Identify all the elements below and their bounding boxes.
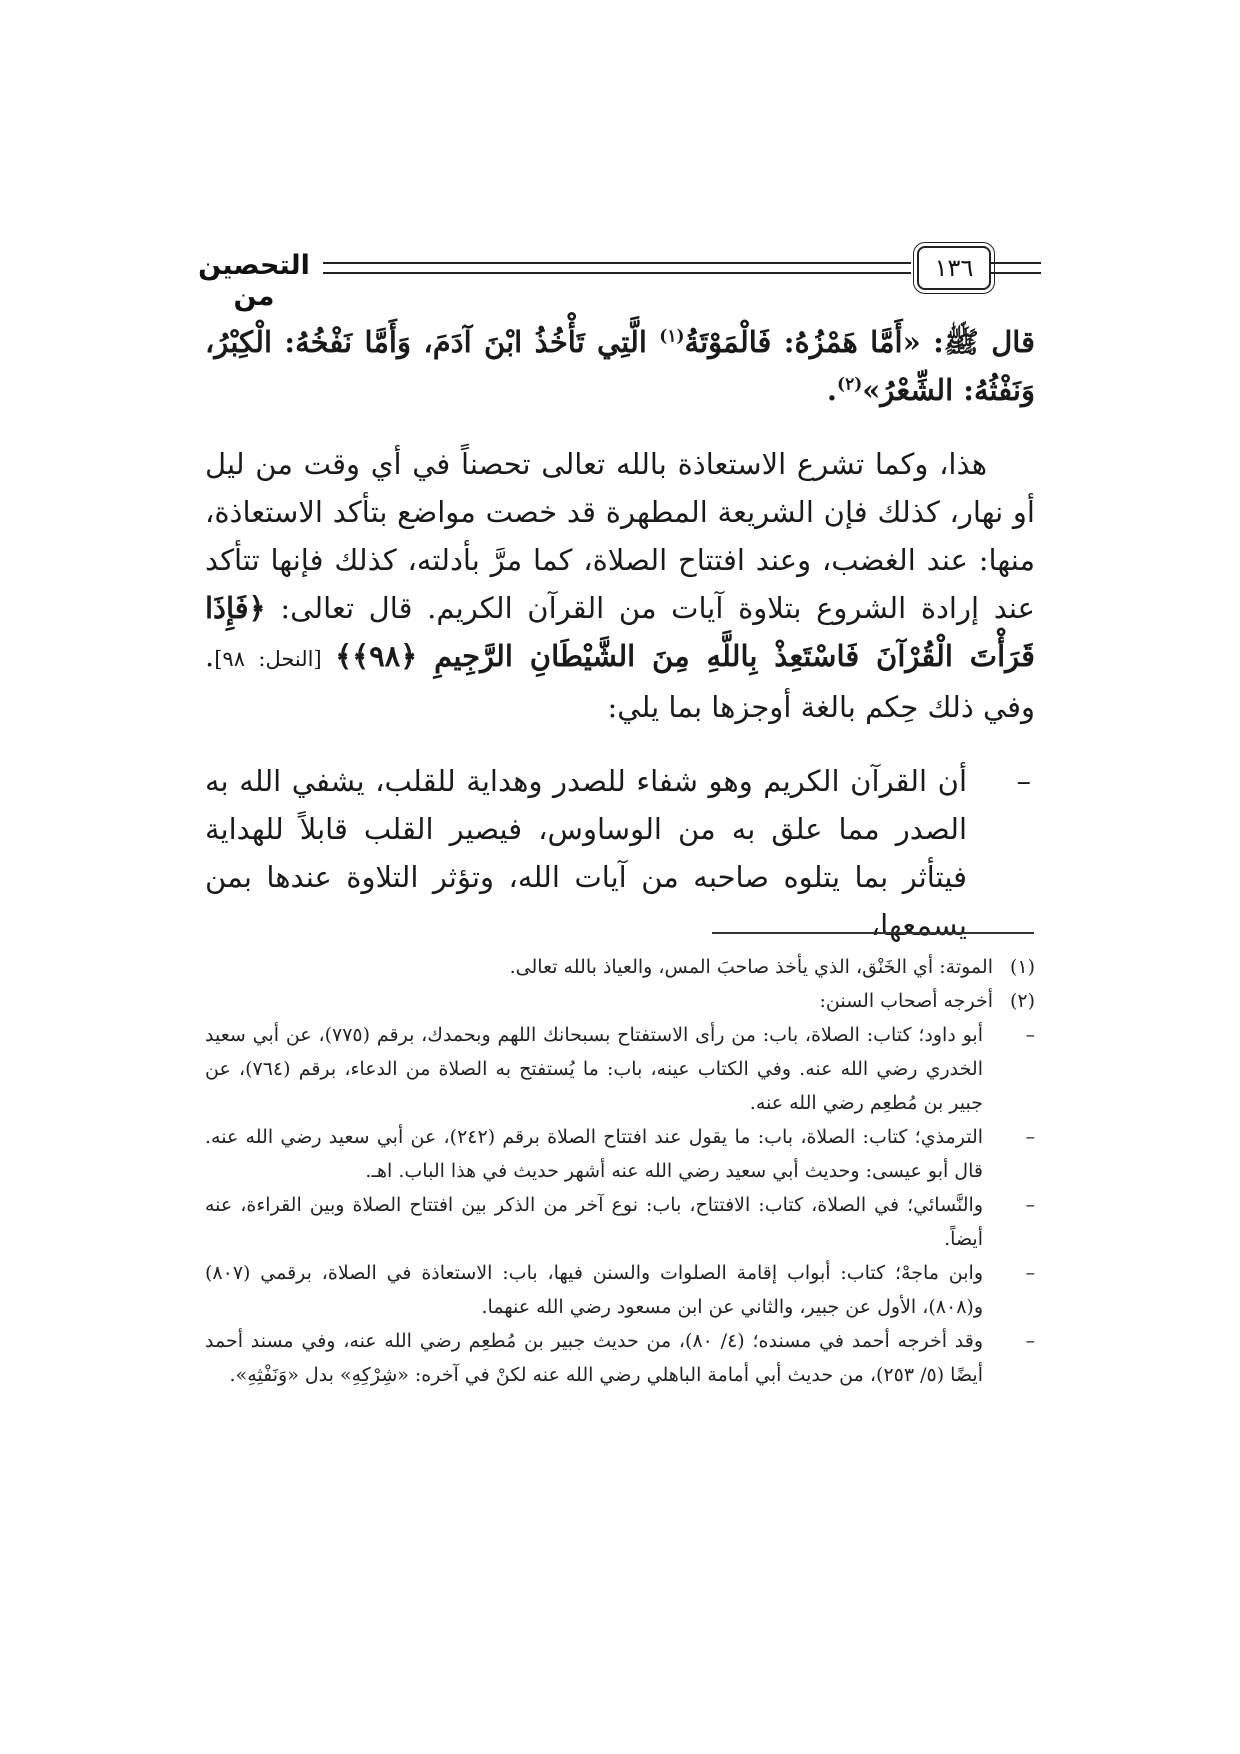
footnote-ref-1: (١) bbox=[659, 326, 685, 347]
footnote-text: أخرجه أصحاب السنن: bbox=[819, 990, 993, 1012]
source-text: أبو داود؛ كتاب: الصلاة، باب: من رأى الاستفتاح بسبحانك اللهم وبحمدك، برقم (٧٧٥)، عن أبي سعيد الخدري رضي الله عنه. وفي الكتاب عينه، باب: ما يُستفتح به الصلاة من الدعاء، برقم (٧٦٤)، عن جبير بن مُطعِم رضي الله عنه. bbox=[205, 1024, 983, 1114]
list-item bbox=[205, 1018, 1035, 1120]
footnote-text: الموتة: أي الخَنْق، الذي يأخذ صاحبَ المس، والعياذ بالله تعالى. bbox=[509, 956, 993, 978]
paragraph-end: . وفي ذلك حِكم بالغة أوجزها بما يلي: bbox=[205, 639, 1035, 724]
wisdom-list bbox=[205, 757, 1035, 949]
bullet-dash: – bbox=[1025, 1126, 1035, 1148]
list-item bbox=[205, 1324, 1035, 1392]
list-item bbox=[205, 1256, 1035, 1324]
footnote-source-list bbox=[205, 1018, 1035, 1392]
list-item-text: أن القرآن الكريم وهو شفاء للصدر وهداية للقلب، يشفي الله به الصدر مما علق به من الوساوس، فيصير القلب قابلاً للهداية فيتأثر بما يتلوه صاحبه من آيات الله، وتؤثر التلاوة عندها بمن يسمعها، bbox=[205, 764, 967, 942]
header-rule-left bbox=[323, 262, 911, 274]
list-item bbox=[205, 1120, 1035, 1188]
footnote-1 bbox=[205, 950, 1035, 984]
verse-reference: [النحل: ٩٨] bbox=[214, 647, 336, 671]
page-number: ١٣٦ bbox=[917, 246, 991, 290]
hadith-quote-end: . bbox=[826, 373, 838, 407]
list-item bbox=[205, 757, 1035, 949]
footnote-number: (١) bbox=[1009, 956, 1035, 978]
paragraph-isti-adha bbox=[205, 440, 1035, 731]
bullet-dash: – bbox=[1025, 1024, 1035, 1046]
hadith-quote-start: قال ﷺ: «أَمَّا هَمْزُهُ: فَالْمَوْتَةُ bbox=[684, 325, 1035, 359]
source-text: وقد أخرجه أحمد في مسنده؛ (٤/ ٨٠)، من حديث جبير بن مُطعِم رضي الله عنه، وفي مسند أحمد أيضًا (٥/ ٢٥٣)، من حديث أبي أمامة الباهلي رضي الله عنه لكنْ في آخره: «شِرْكِهِ» بدل «وَنَفْثِهِ». bbox=[205, 1330, 983, 1386]
main-text bbox=[205, 318, 1035, 949]
footnote-ref-2: (٢) bbox=[837, 374, 863, 395]
footnotes bbox=[205, 950, 1035, 1392]
header-rule-right bbox=[991, 262, 1041, 274]
source-text: وابن ماجهْ؛ كتاب: أبواب إقامة الصلوات والسنن فيها، باب: الاستعاذة في الصلاة، برقمي (٨٠٧) و(٨٠٨)، الأول عن جبير، والثاني عن ابن مسعود رضي الله عنهما. bbox=[205, 1262, 983, 1318]
paragraph-text: هذا، وكما تشرع الاستعاذة بالله تعالى تحصناً في أي وقت من ليل أو نهار، كذلك فإن الشريعة المطهرة قد خصت مواضع بتأكد الاستعاذة، منها: عند الغضب، وعند افتتاح الصلاة، كما مرَّ بأدلته، كذلك فإنها تتأكد عند إرادة الشروع بتلاوة آيات من القرآن الكريم. قال تعالى: bbox=[205, 447, 1035, 625]
footnote-number: (٢) bbox=[1009, 990, 1035, 1012]
footnote-2 bbox=[205, 984, 1035, 1018]
bullet-dash: – bbox=[1025, 1330, 1035, 1352]
hadith-quote bbox=[205, 318, 1035, 414]
header-title: التحصين من bbox=[198, 250, 310, 312]
bullet-dash: – bbox=[1025, 1262, 1035, 1284]
list-item bbox=[205, 1188, 1035, 1256]
hadith-quote-cont: الَّتِي تَأْخُذُ ابْنَ آدَمَ، وَأَمَّا نَفْخُهُ: الْكِبْرُ، وَنَفْثُهُ: الشِّعْرُ» bbox=[205, 325, 1035, 407]
source-text: الترمذي؛ كتاب: الصلاة، باب: ما يقول عند افتتاح الصلاة برقم (٢٤٢)، عن أبي سعيد رضي الله عنه. قال أبو عيسى: وحديث أبي سعيد رضي الله عنه أشهر حديث في هذا الباب. اهـ. bbox=[205, 1126, 984, 1182]
bullet-dash: – bbox=[1025, 1194, 1035, 1216]
source-text: والنَّسائي؛ في الصلاة، كتاب: الافتتاح، باب: نوع آخر من الذكر بين افتتاح الصلاة وبين القراءة، عنه أيضاً. bbox=[205, 1194, 983, 1250]
running-header bbox=[195, 246, 1045, 312]
bullet-dash: – bbox=[1016, 764, 1031, 798]
quran-verse: ﴿فَإِذَا قَرَأْتَ الْقُرْآنَ فَاسْتَعِذْ بِاللَّهِ مِنَ الشَّيْطَانِ الرَّجِيمِ ﴿٩٨﴾﴾ bbox=[205, 591, 1035, 673]
footnote-separator bbox=[712, 932, 1034, 934]
